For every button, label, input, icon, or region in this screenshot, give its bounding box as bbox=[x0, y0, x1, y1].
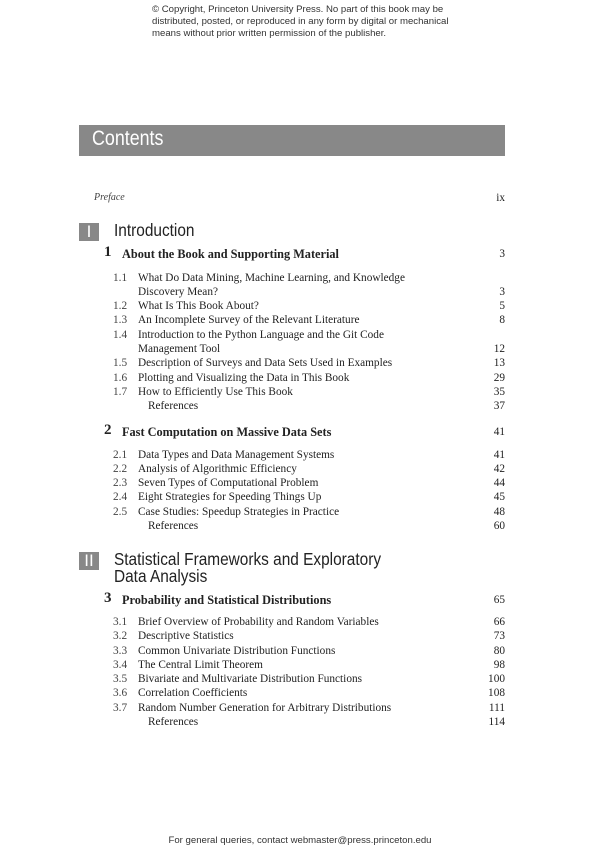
section-entry[interactable] bbox=[0, 299, 600, 313]
section-entry[interactable] bbox=[0, 615, 600, 629]
entry-page: 114 bbox=[488, 716, 505, 728]
entry-title: Preface bbox=[94, 192, 125, 203]
section-entry[interactable] bbox=[0, 672, 600, 686]
entry-number: 3.1 bbox=[113, 616, 128, 628]
entry-page: 12 bbox=[493, 343, 505, 355]
entry-number: 1.4 bbox=[113, 329, 128, 341]
entry-title: Common Univariate Distribution Functions bbox=[138, 645, 336, 657]
entry-number: 2.2 bbox=[113, 463, 128, 475]
entry-page: 37 bbox=[493, 400, 505, 412]
entry-page: 80 bbox=[493, 645, 505, 657]
entry-title: The Central Limit Theorem bbox=[138, 659, 263, 671]
entry-title: Seven Types of Computational Problem bbox=[138, 477, 319, 489]
entry-number: 2 bbox=[104, 422, 112, 438]
section-entry[interactable] bbox=[0, 371, 600, 385]
entry-page: 111 bbox=[488, 702, 505, 714]
entry-number: 1 bbox=[104, 244, 112, 260]
entry-title: What Do Data Mining, Machine Learning, and Knowledge bbox=[138, 272, 405, 284]
references-entry[interactable] bbox=[0, 519, 600, 533]
entry-page: 42 bbox=[493, 463, 505, 475]
entry-page: 60 bbox=[493, 520, 505, 532]
copyright-line: means without prior written permission of the publisher. bbox=[152, 28, 387, 39]
entry-page: ix bbox=[496, 192, 505, 204]
entry-title: Case Studies: Speedup Strategies in Practice bbox=[138, 506, 340, 518]
references-entry[interactable] bbox=[0, 399, 600, 413]
entry-page: 108 bbox=[488, 687, 505, 699]
entry-title: Correlation Coefficients bbox=[138, 687, 248, 699]
entry-number: 1.2 bbox=[113, 300, 128, 312]
section-entry[interactable] bbox=[0, 476, 600, 490]
entry-page: 41 bbox=[493, 426, 505, 438]
entry-page: 3 bbox=[499, 248, 505, 260]
entry-page: 73 bbox=[493, 630, 505, 642]
entry-title: Introduction to the Python Language and the Git Code bbox=[138, 329, 384, 341]
section-entry-continuation bbox=[0, 342, 600, 356]
entry-number: 3.5 bbox=[113, 673, 128, 685]
entry-page: 5 bbox=[499, 300, 505, 312]
section-entry[interactable] bbox=[0, 658, 600, 672]
part-number-badge: II bbox=[79, 552, 99, 570]
entry-number: 1.3 bbox=[113, 314, 128, 326]
entry-number: 1.1 bbox=[113, 272, 128, 284]
entry-title: Plotting and Visualizing the Data in This Book bbox=[138, 372, 350, 384]
section-entry[interactable] bbox=[0, 629, 600, 643]
entry-number: 3.4 bbox=[113, 659, 128, 671]
part-title bbox=[114, 222, 194, 239]
entry-page: 98 bbox=[493, 659, 505, 671]
entry-title: Analysis of Algorithmic Efficiency bbox=[138, 463, 297, 475]
entry-title: Eight Strategies for Speeding Things Up bbox=[138, 491, 322, 503]
entry-title: How to Efficiently Use This Book bbox=[138, 386, 293, 398]
section-entry[interactable] bbox=[0, 313, 600, 327]
entry-title: Bivariate and Multivariate Distribution Functions bbox=[138, 673, 363, 685]
chapter-entry[interactable] bbox=[0, 590, 600, 607]
section-entry[interactable] bbox=[0, 644, 600, 658]
contents-heading: Contents bbox=[92, 127, 164, 150]
section-entry[interactable] bbox=[0, 701, 600, 715]
entry-number: 3.6 bbox=[113, 687, 128, 699]
entry-title-continued: Discovery Mean? bbox=[138, 286, 218, 298]
entry-title: Random Number Generation for Arbitrary Distributions bbox=[138, 702, 392, 714]
part-title-line: Data Analysis bbox=[114, 566, 208, 586]
section-entry[interactable] bbox=[0, 328, 600, 342]
entry-number: 3.3 bbox=[113, 645, 128, 657]
entry-page: 65 bbox=[493, 594, 505, 606]
section-entry[interactable] bbox=[0, 271, 600, 285]
entry-page: 41 bbox=[493, 449, 505, 461]
references-entry[interactable] bbox=[0, 715, 600, 729]
entry-title: An Incomplete Survey of the Relevant Literature bbox=[138, 314, 360, 326]
section-entry[interactable] bbox=[0, 686, 600, 700]
entry-number: 2.1 bbox=[113, 449, 128, 461]
entry-title: References bbox=[148, 716, 199, 728]
entry-number: 3.7 bbox=[113, 702, 128, 714]
entry-title: Fast Computation on Massive Data Sets bbox=[122, 425, 332, 439]
copyright-line: distributed, posted, or reproduced in any form by digital or mechanical bbox=[152, 16, 449, 27]
entry-number: 1.7 bbox=[113, 386, 128, 398]
entry-title: References bbox=[148, 520, 199, 532]
part-title-line: Introduction bbox=[114, 220, 195, 240]
entry-title: Probability and Statistical Distributions bbox=[122, 593, 332, 607]
part-number-badge: I bbox=[79, 223, 99, 241]
section-entry[interactable] bbox=[0, 356, 600, 370]
entry-page: 100 bbox=[488, 673, 505, 685]
entry-number: 2.4 bbox=[113, 491, 128, 503]
section-entry[interactable] bbox=[0, 490, 600, 504]
copyright-line: © Copyright, Princeton University Press. No part of this book may be bbox=[152, 4, 444, 15]
entry-page: 35 bbox=[493, 386, 505, 398]
section-entry[interactable] bbox=[0, 448, 600, 462]
entry-title-continued: Management Tool bbox=[138, 343, 221, 355]
entry-title: What Is This Book About? bbox=[138, 300, 259, 312]
entry-title: Description of Surveys and Data Sets Used in Examples bbox=[138, 357, 393, 369]
entry-page: 66 bbox=[493, 616, 505, 628]
entry-title: About the Book and Supporting Material bbox=[122, 247, 339, 261]
section-entry[interactable] bbox=[0, 505, 600, 519]
entry-page: 44 bbox=[493, 477, 505, 489]
entry-page: 3 bbox=[499, 286, 505, 298]
entry-number: 3 bbox=[104, 590, 112, 606]
chapter-entry[interactable] bbox=[0, 244, 600, 261]
entry-number: 2.3 bbox=[113, 477, 128, 489]
entry-page: 8 bbox=[499, 314, 505, 326]
entry-page: 45 bbox=[493, 491, 505, 503]
part-title bbox=[114, 551, 381, 585]
entry-number: 2.5 bbox=[113, 506, 128, 518]
entry-number: 1.6 bbox=[113, 372, 128, 384]
section-entry[interactable] bbox=[0, 385, 600, 399]
entry-number: 1.5 bbox=[113, 357, 128, 369]
entry-title: Brief Overview of Probability and Random Variables bbox=[138, 616, 379, 628]
entry-number: 3.2 bbox=[113, 630, 128, 642]
entry-page: 13 bbox=[493, 357, 505, 369]
entry-title: Descriptive Statistics bbox=[138, 630, 234, 642]
chapter-entry[interactable] bbox=[0, 422, 600, 439]
copyright-notice bbox=[152, 4, 449, 40]
section-entry-continuation bbox=[0, 285, 600, 299]
entry-title: Data Types and Data Management Systems bbox=[138, 449, 335, 461]
entry-page: 48 bbox=[493, 506, 505, 518]
part-title-line: Statistical Frameworks and Exploratory bbox=[114, 549, 382, 569]
section-entry[interactable] bbox=[0, 462, 600, 476]
preface-entry[interactable] bbox=[0, 191, 600, 205]
entry-title: References bbox=[148, 400, 199, 412]
contents-heading-bar bbox=[79, 125, 505, 156]
entry-page: 29 bbox=[493, 372, 505, 384]
footer-contact: For general queries, contact webmaster@press.princeton.edu bbox=[168, 835, 432, 846]
